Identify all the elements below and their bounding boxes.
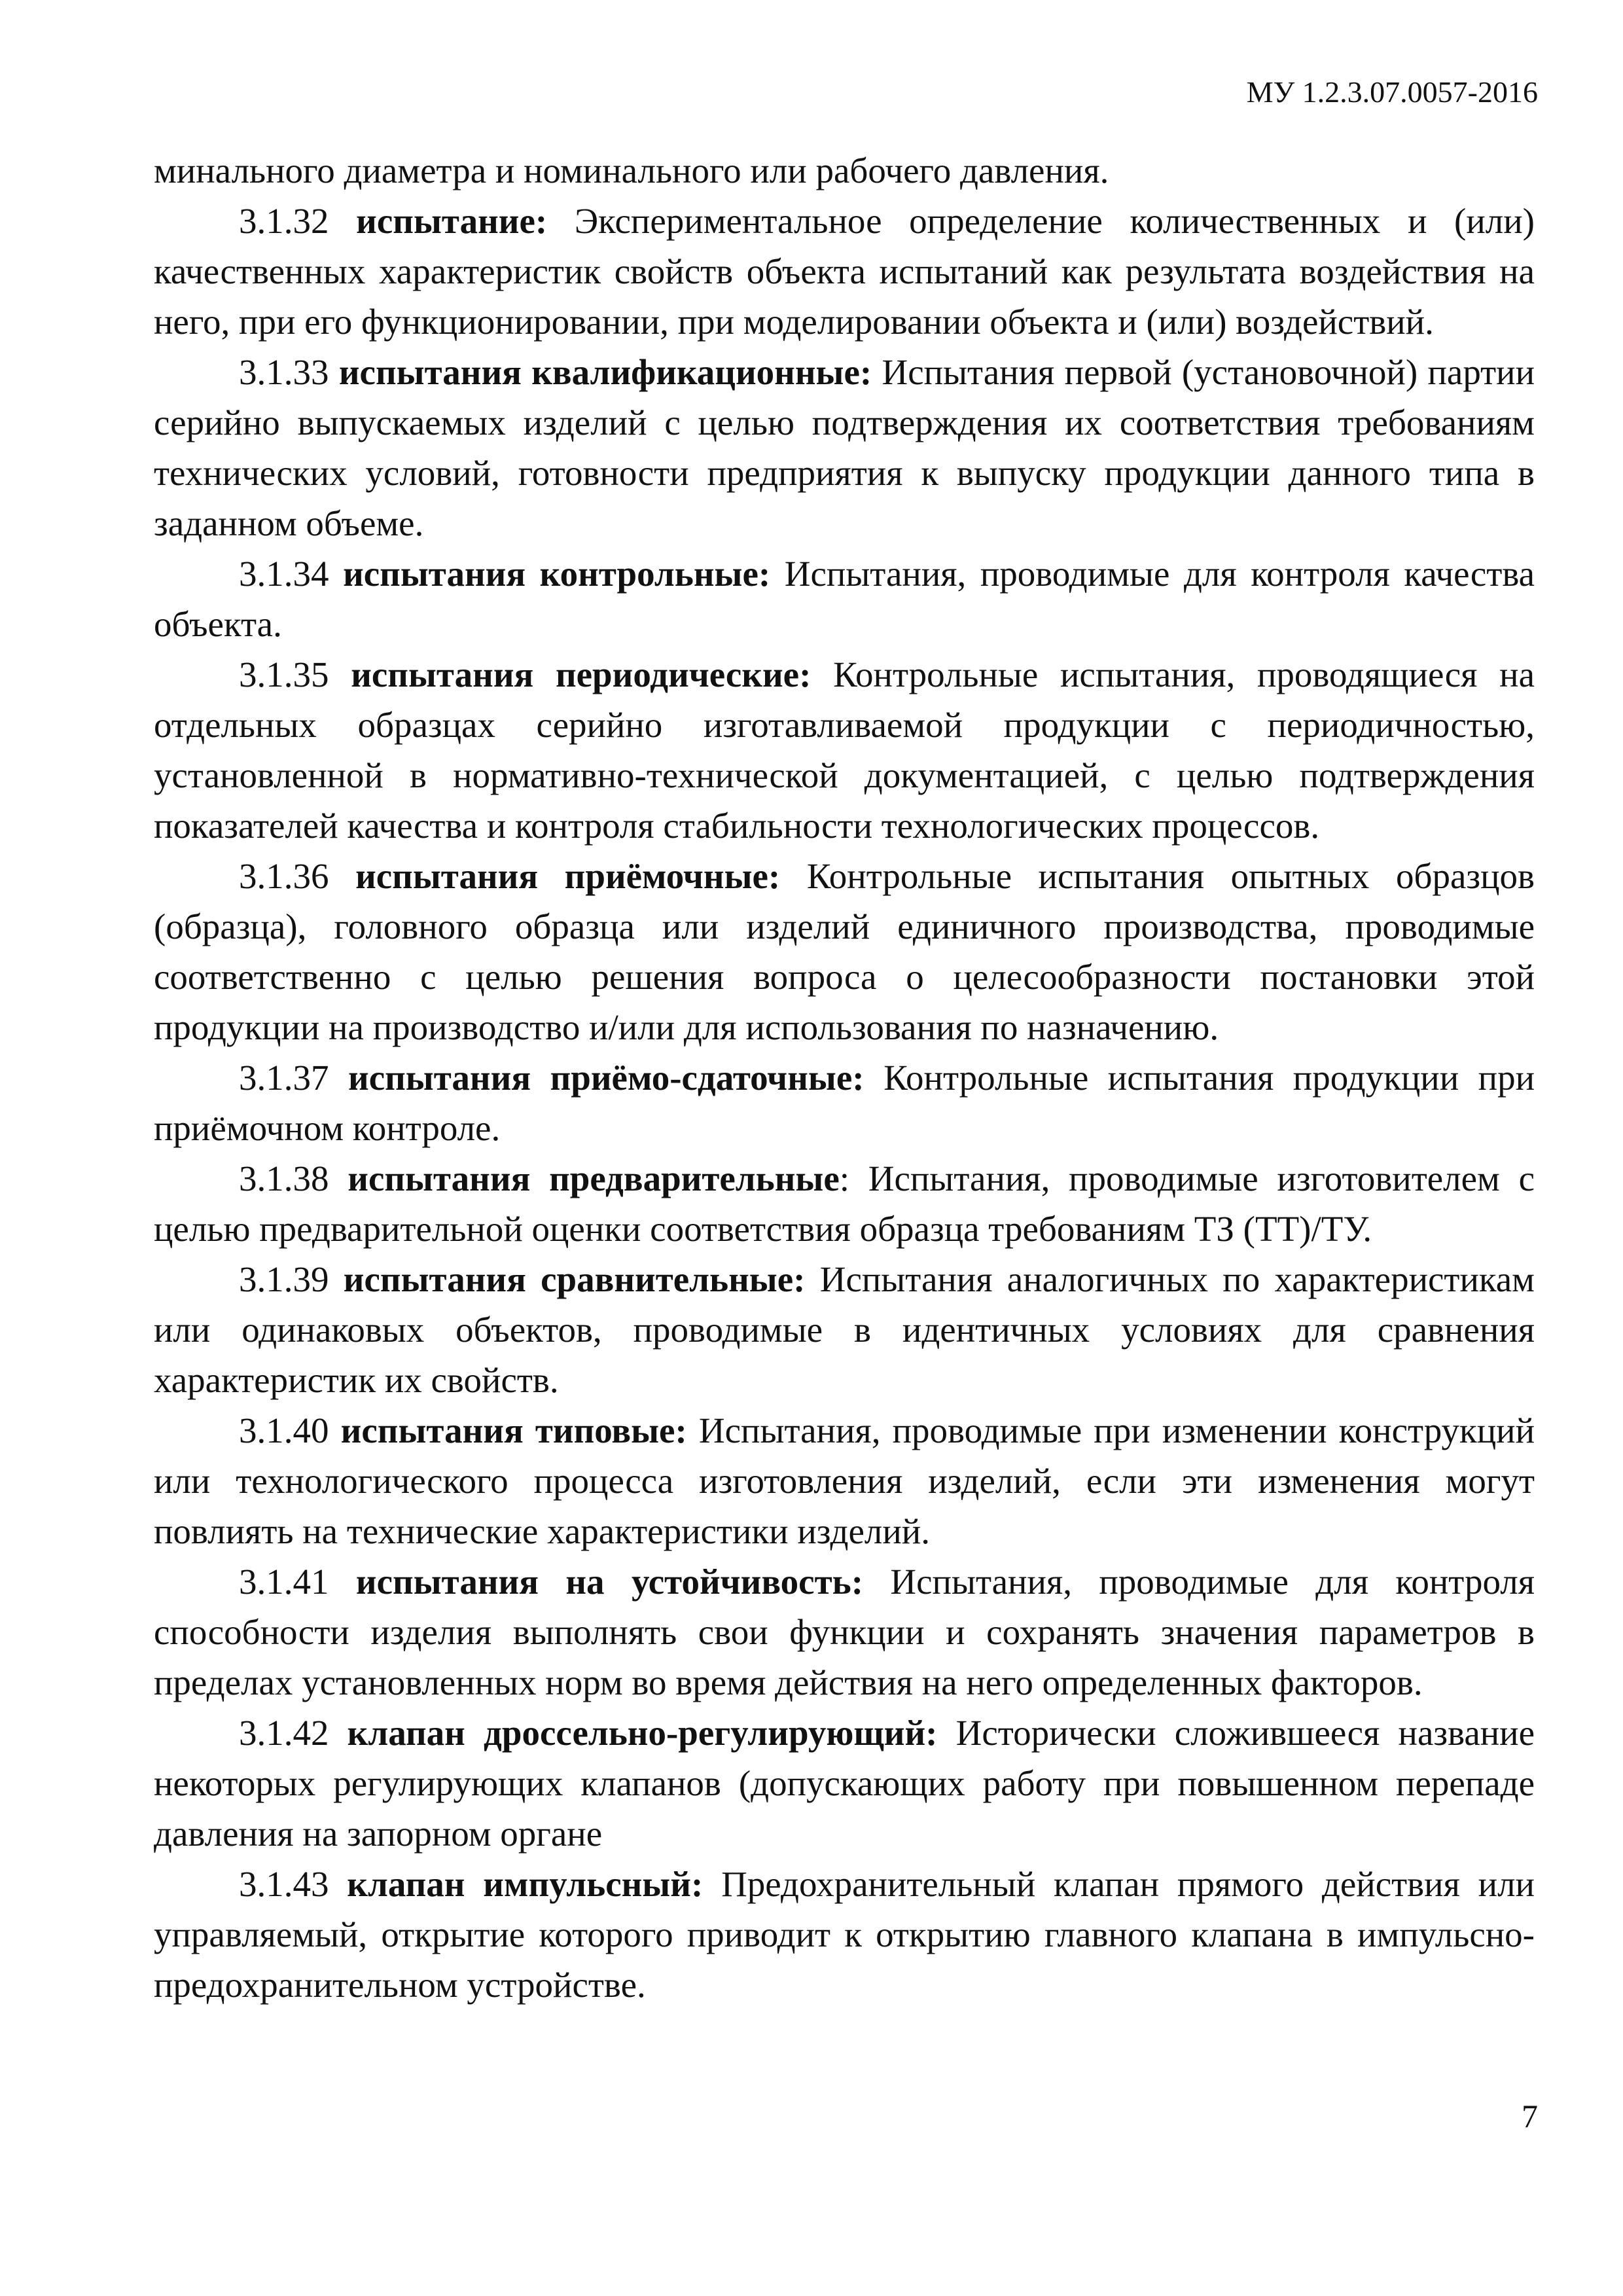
definition-entry bbox=[154, 1254, 1535, 1405]
entry-term: испытания контрольные: bbox=[343, 554, 771, 594]
entry-definition: Испытания первой (установочной) партии серийно выпускаемых изделий с целью подтверждения их соответствия требованиям технических условий, готовности предприятия к выпуску продукции данного типа в заданном объеме. bbox=[154, 352, 1535, 543]
entry-term: испытания приёмо-сдаточные: bbox=[348, 1058, 865, 1098]
entry-definition: Испытания, проводимые для контроля способности изделия выполнять свои функции и сохранять значения параметров в пределах установленных норм во время действия на него определенных факторов. bbox=[154, 1562, 1535, 1702]
entry-definition: Испытания аналогичных по характеристикам или одинаковых объектов, проводимые в идентичных условиях для сравнения характеристик их свойств. bbox=[154, 1259, 1535, 1400]
entry-number: 3.1.34 bbox=[239, 554, 329, 594]
entry-term: испытания приёмочные: bbox=[355, 856, 781, 896]
entry-term: испытания периодические: bbox=[351, 655, 812, 694]
entry-definition: Предохранительный клапан прямого действия или управляемый, открытие которого приводит к открытию главного клапана в импульсно-предохранительном устройстве. bbox=[154, 1864, 1535, 2005]
entry-definition: Контрольные испытания продукции при приёмочном контроле. bbox=[154, 1058, 1535, 1148]
entry-definition: Испытания, проводимые для контроля качества объекта. bbox=[154, 554, 1535, 644]
entry-term: испытания сравнительные: bbox=[343, 1259, 806, 1299]
definition-entry bbox=[154, 649, 1535, 851]
definition-entry bbox=[154, 1052, 1535, 1153]
definition-entry bbox=[154, 1556, 1535, 1708]
entry-definition: Испытания, проводимые при изменении конструкций или технологического процесса изготовления изделий, если эти изменения могут повлиять на технические характеристики изделий. bbox=[154, 1410, 1535, 1551]
definition-entry bbox=[154, 1708, 1535, 1859]
continuation-paragraph: минального диаметра и номинального или рабочего давления. bbox=[154, 151, 1109, 190]
entry-term: испытания квалификационные: bbox=[338, 352, 872, 392]
entry-number: 3.1.33 bbox=[239, 352, 329, 392]
entry-definition: : Испытания, проводимые изготовителем с целью предварительной оценки соответствия образца требованиям ТЗ (ТТ)/ТУ. bbox=[154, 1158, 1535, 1249]
entry-number: 3.1.35 bbox=[239, 655, 329, 694]
entry-number: 3.1.36 bbox=[239, 856, 329, 896]
entry-term: клапан импульсный: bbox=[347, 1864, 704, 1904]
entry-number: 3.1.42 bbox=[239, 1713, 329, 1753]
document-code: МУ 1.2.3.07.0057-2016 bbox=[1246, 75, 1538, 109]
entry-definition: Исторически сложившееся название некоторых регулирующих клапанов (допускающих работу при повышенном перепаде давления на запорном органе bbox=[154, 1713, 1535, 1854]
entry-term: испытание: bbox=[356, 201, 548, 241]
entry-number: 3.1.39 bbox=[239, 1259, 329, 1299]
entry-definition: Контрольные испытания опытных образцов (образца), головного образца или изделий единичного производства, проводимые соответственно с целью решения вопроса о целесообразности постановки этой продукции на производство и/или для использования по назначению. bbox=[154, 856, 1535, 1047]
entry-number: 3.1.40 bbox=[239, 1410, 329, 1450]
entry-term: испытания предварительные bbox=[348, 1158, 840, 1198]
definition-entry bbox=[154, 196, 1535, 347]
entry-term: испытания на устойчивость: bbox=[355, 1562, 864, 1602]
entry-term: клапан дроссельно-регулирующий: bbox=[347, 1713, 938, 1753]
entry-number: 3.1.32 bbox=[239, 201, 329, 241]
entry-term: испытания типовые: bbox=[340, 1410, 687, 1450]
definition-entry bbox=[154, 851, 1535, 1052]
document-body bbox=[154, 145, 1535, 2010]
entry-definition: Контрольные испытания, проводящиеся на отдельных образцах серийно изготавливаемой продукции с периодичностью, установленной в нормативно-технической документацией, с целью подтверждения показателей качества и контроля стабильности технологических процессов. bbox=[154, 655, 1535, 846]
entry-number: 3.1.38 bbox=[239, 1158, 329, 1198]
definition-entry bbox=[154, 1405, 1535, 1556]
entry-number: 3.1.41 bbox=[239, 1562, 329, 1602]
entry-number: 3.1.43 bbox=[239, 1864, 329, 1904]
definition-entry bbox=[154, 347, 1535, 548]
definition-entry bbox=[154, 1153, 1535, 1254]
entry-definition: Экспериментальное определение количественных и (или) качественных характеристик свойств объекта испытаний как результата воздействия на него, при его функционировании, при моделировании объекта и (или) воздействий. bbox=[154, 201, 1535, 342]
definition-entry bbox=[154, 548, 1535, 649]
page-number: 7 bbox=[1522, 2098, 1538, 2134]
entry-number: 3.1.37 bbox=[239, 1058, 329, 1098]
definition-entry bbox=[154, 1859, 1535, 2010]
